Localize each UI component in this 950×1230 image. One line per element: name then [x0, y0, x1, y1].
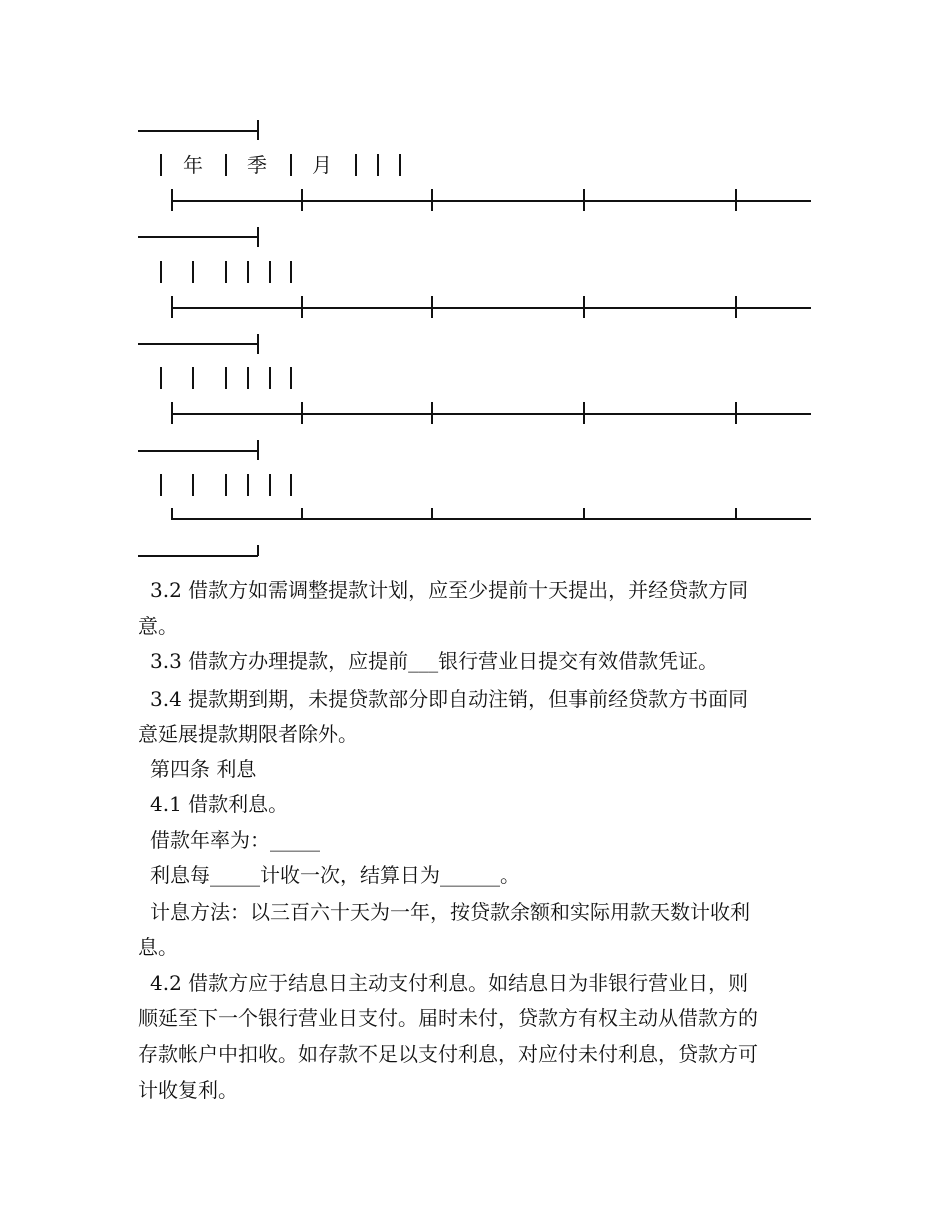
table-rule	[247, 261, 249, 283]
table-rule	[301, 189, 303, 211]
table-rule	[247, 474, 249, 496]
clause-3-2-line2: 意。	[138, 614, 178, 638]
table-rule	[171, 189, 173, 211]
table-rule	[257, 227, 259, 247]
interest-method-line1: 计息方法：以三百六十天为一年，按贷款余额和实际用款天数计收利	[150, 900, 750, 924]
table-rule	[583, 189, 585, 211]
table-rule	[171, 402, 173, 424]
table-rule	[225, 154, 227, 176]
table-rule	[138, 343, 258, 345]
table-rule	[257, 120, 259, 140]
table-rule	[160, 154, 162, 176]
table-rule	[138, 450, 258, 452]
table-rule	[171, 508, 173, 519]
article-4-title: 第四条 利息	[150, 757, 257, 781]
clause-3-4-line2: 意延展提款期限者除外。	[138, 722, 358, 746]
table-rule	[138, 236, 258, 238]
table-rule	[735, 189, 737, 211]
table-rule	[257, 334, 259, 354]
table-rule	[377, 154, 379, 176]
table-rule	[160, 474, 162, 496]
table-rule	[301, 296, 303, 318]
table-rule	[399, 154, 401, 176]
table-rule	[290, 474, 292, 496]
table-rule	[171, 200, 811, 202]
table-rule	[355, 154, 357, 176]
table-rule	[735, 508, 737, 519]
table-rule	[138, 130, 258, 132]
table-rule	[290, 154, 292, 176]
header-cell-month: 月	[312, 153, 332, 177]
table-rule	[301, 402, 303, 424]
table-rule	[171, 296, 173, 318]
clause-4-2-line3: 存款帐户中扣收。如存款不足以支付利息，对应付未付利息，贷款方可	[138, 1042, 758, 1066]
annual-rate-line: 借款年率为：_____	[150, 828, 320, 852]
table-rule	[290, 261, 292, 283]
table-rule	[192, 474, 194, 496]
table-rule	[160, 261, 162, 283]
table-rule	[735, 402, 737, 424]
header-cell-quarter: 季	[247, 153, 267, 177]
clause-3-3: 3.3 借款方办理提款，应提前___银行营业日提交有效借款凭证。	[150, 649, 719, 673]
clause-4-2-line2: 顺延至下一个银行营业日支付。届时未付，贷款方有权主动从借款方的	[138, 1006, 758, 1030]
table-rule	[257, 440, 259, 460]
table-rule	[290, 367, 292, 389]
table-rule	[171, 307, 811, 309]
table-rule	[192, 367, 194, 389]
table-rule	[171, 518, 811, 520]
table-rule	[301, 508, 303, 519]
table-rule	[431, 402, 433, 424]
table-rule	[735, 296, 737, 318]
interest-method-line2: 息。	[138, 935, 178, 959]
table-rule	[431, 508, 433, 519]
table-rule	[225, 474, 227, 496]
table-rule	[583, 296, 585, 318]
interest-period-line: 利息每_____计收一次，结算日为______。	[150, 863, 520, 887]
header-cell-year: 年	[183, 153, 203, 177]
table-rule	[269, 261, 271, 283]
clause-4-2-line4: 计收复利。	[138, 1078, 238, 1102]
table-rule	[269, 367, 271, 389]
table-rule	[269, 474, 271, 496]
table-rule	[171, 413, 811, 415]
table-rule	[138, 555, 258, 557]
table-rule	[583, 508, 585, 519]
table-rule	[160, 367, 162, 389]
table-rule	[192, 261, 194, 283]
clause-3-4-line1: 3.4 提款期到期，未提贷款部分即自动注销，但事前经贷款方书面同	[150, 687, 749, 711]
table-rule	[583, 402, 585, 424]
clause-4-2-line1: 4.2 借款方应于结息日主动支付利息。如结息日为非银行营业日，则	[150, 971, 749, 995]
table-rule	[431, 296, 433, 318]
clause-3-2-line1: 3.2 借款方如需调整提款计划，应至少提前十天提出，并经贷款方同	[150, 578, 749, 602]
table-rule	[431, 189, 433, 211]
clause-4-1: 4.1 借款利息。	[150, 792, 289, 816]
table-rule	[247, 367, 249, 389]
table-rule	[225, 261, 227, 283]
table-rule	[257, 545, 259, 556]
table-rule	[225, 367, 227, 389]
